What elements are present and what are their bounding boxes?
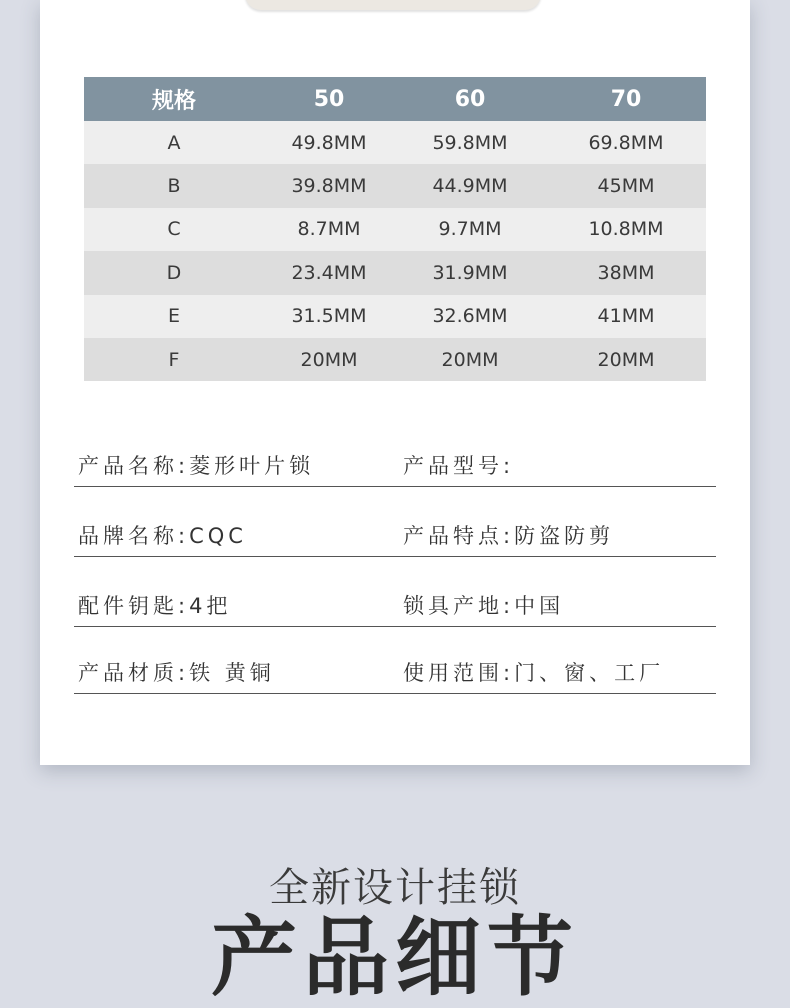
table-cell: 32.6MM (394, 295, 546, 338)
table-cell: 20MM (546, 338, 706, 381)
table-row (84, 338, 706, 381)
table-cell: 10.8MM (546, 208, 706, 251)
section-subtitle: 全新设计挂锁 (269, 865, 521, 911)
table-row (84, 295, 706, 338)
brand-name: 品牌名称:CQC (78, 524, 247, 548)
row-label: D (84, 251, 264, 294)
product-image-bottom (245, 0, 541, 10)
table-cell: 38MM (546, 251, 706, 294)
accessory-keys: 配件钥匙:4把 (78, 594, 232, 618)
table-cell: 45MM (546, 164, 706, 207)
table-cell: 9.7MM (394, 208, 546, 251)
table-row (84, 121, 706, 164)
table-row (84, 208, 706, 251)
usage-scope: 使用范围:门、窗、工厂 (403, 661, 665, 685)
row-label: F (84, 338, 264, 381)
table-cell: 20MM (394, 338, 546, 381)
product-name: 产品名称:菱形叶片锁 (78, 454, 315, 478)
row-label: A (84, 121, 264, 164)
table-cell: 69.8MM (546, 121, 706, 164)
table-cell: 20MM (264, 338, 394, 381)
table-row (84, 164, 706, 207)
header-cell-spec: 规格 (84, 77, 264, 121)
row-label: C (84, 208, 264, 251)
table-cell: 44.9MM (394, 164, 546, 207)
table-cell: 23.4MM (264, 251, 394, 294)
section-title: 产品细节 (211, 908, 579, 1008)
spec-table (84, 77, 706, 381)
spec-card (40, 0, 750, 765)
table-cell: 49.8MM (264, 121, 394, 164)
table-cell: 31.9MM (394, 251, 546, 294)
row-label: B (84, 164, 264, 207)
info-row-brand (74, 500, 716, 557)
table-row (84, 251, 706, 294)
table-cell: 39.8MM (264, 164, 394, 207)
header-cell-60: 60 (394, 77, 546, 121)
spec-table-header (84, 77, 706, 121)
table-cell: 8.7MM (264, 208, 394, 251)
table-cell: 41MM (546, 295, 706, 338)
product-feature: 产品特点:防盗防剪 (403, 524, 615, 548)
origin: 锁具产地:中国 (403, 594, 565, 618)
header-cell-50: 50 (264, 77, 394, 121)
header-cell-70: 70 (546, 77, 706, 121)
table-cell: 31.5MM (264, 295, 394, 338)
row-label: E (84, 295, 264, 338)
info-row-material (74, 638, 716, 694)
info-row-name (74, 430, 716, 487)
table-cell: 59.8MM (394, 121, 546, 164)
material: 产品材质:铁 黄铜 (78, 661, 275, 685)
info-row-keys (74, 570, 716, 627)
product-model: 产品型号: (403, 454, 515, 478)
